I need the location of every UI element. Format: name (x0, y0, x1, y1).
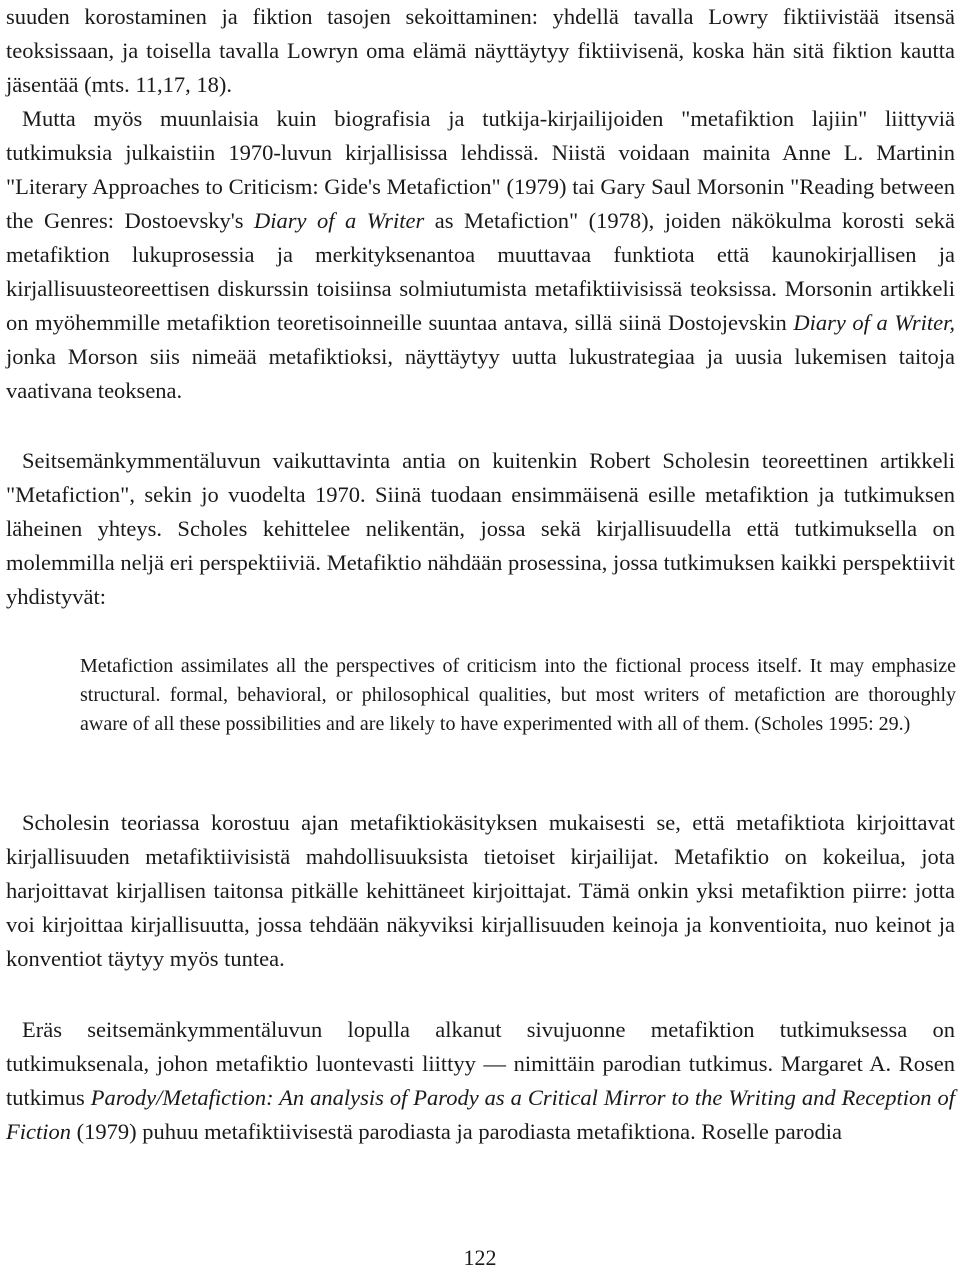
paragraph-text: Seitsemänkymmentäluvun vaikuttavinta antia on kuitenkin Robert Scholesin teoreettinen artikkeli "Metafiction", sekin jo vuodelta 1970. Siinä tuodaan ensimmäisenä esille metafiktion ja tutkimuksen läheinen yhteys. Scholes kehittelee nelikentän, jossa sekä kirjallisuudella että tutkimuksella on molemmilla neljä eri perspektiiviä. Metafiktio nähdään prosessina, jossa tutkimuksen kaikki perspektiivit yhdistyvät: (6, 448, 955, 609)
paragraph-text: suuden korostaminen ja fiktion tasojen sekoittaminen: yhdellä tavalla Lowry fiktiivistää itsensä teoksissaan, ja toisella tavalla Lowryn oma elämä näyttäytyy fiktiivisenä, koska hän sitä fiktion kautta jäsentää (mts. 11,17, 18). (6, 4, 955, 97)
book-title: Diary of a Writer (254, 208, 425, 233)
paragraph-text: Scholesin teoriassa korostuu ajan metafiktiokäsityksen mukaisesti se, että metafiktiota kirjoittavat kirjallisuuden metafiktiivisistä mahdollisuuksista tietoiset kirjailijat. Metafiktio on kokeilua, jota harjoittavat kirjallisen taitonsa pitkälle kehittäneet kirjoittajat. Tämä onkin yksi metafiktion piirre: jotta voi kirjoittaa kirjallisuutta, jossa tehdään näkyviksi kirjallisuuden keinoja ja konventioita, nuo keinot ja konventiot täytyy myös tuntea. (6, 810, 955, 971)
paragraph-text: as Metafiction" (1978), joiden näkökulma korosti sekä metafiktion lukuprosessia ja merkityksenantoa muuttavaa funktiota että kaunokirjallisen ja kirjallisuusteoreettisen diskurssin toisiinsa solmiutumista metafiktiivisissä teoksissa. Morsonin artikkeli on myöhemmille metafiktion teoretisoinneille suuntaa antava, sillä siinä Dostojevskin (6, 208, 955, 335)
page-number: 122 (463, 1245, 497, 1270)
block-quote: Metafiction assimilates all the perspectives of criticism into the fictional process itself. It may emphasize structural. formal, behavioral, or philosophical qualities, but most writers of metafiction are thoroughly aware of all these possibilities and are likely to have experimented with all of them. (Scholes 1995: 29.) (80, 655, 956, 735)
paragraph (6, 0, 955, 408)
paragraph-text: Mutta myös muunlaisia kuin biografisia ja tutkija-kirjailijoiden "metafiktion lajiin" liittyviä tutkimuksia julkaistiin 1970-luvun kirjallisissa lehdissä. Niistä voidaan mainita Anne L. Martinin "Literary Approaches to Criticism: Gide's Metafiction" (1979) tai Gary Saul Morsonin "Reading between the Genres: Dostoevsky's (6, 106, 955, 233)
paragraph (6, 806, 955, 976)
paragraph (6, 444, 955, 614)
paragraph-text: (1979) puhuu metafiktiivisestä parodiasta ja parodiasta metafiktiona. Roselle parodia (70, 1119, 843, 1144)
paragraph-text: Eräs seitsemänkymmentäluvun lopulla alkanut sivujuonne metafiktion tutkimuksessa on tutkimuksenala, johon metafiktio luontevasti liittyy — nimittäin parodian tutkimus. Margaret A. Rosen tutkimus (6, 1017, 955, 1110)
book-title: Parody/Metafiction: An analysis of Parody as a Critical Mirror to the Writing and Reception of Fiction (6, 1085, 955, 1144)
paragraph-text: jonka Morson siis nimeää metafiktioksi, näyttäytyy uutta lukustrategiaa ja uusia lukemisen taitoja vaativana teoksena. (6, 344, 955, 403)
paragraph (6, 1013, 955, 1149)
book-title: Diary of a Writer, (793, 310, 955, 335)
